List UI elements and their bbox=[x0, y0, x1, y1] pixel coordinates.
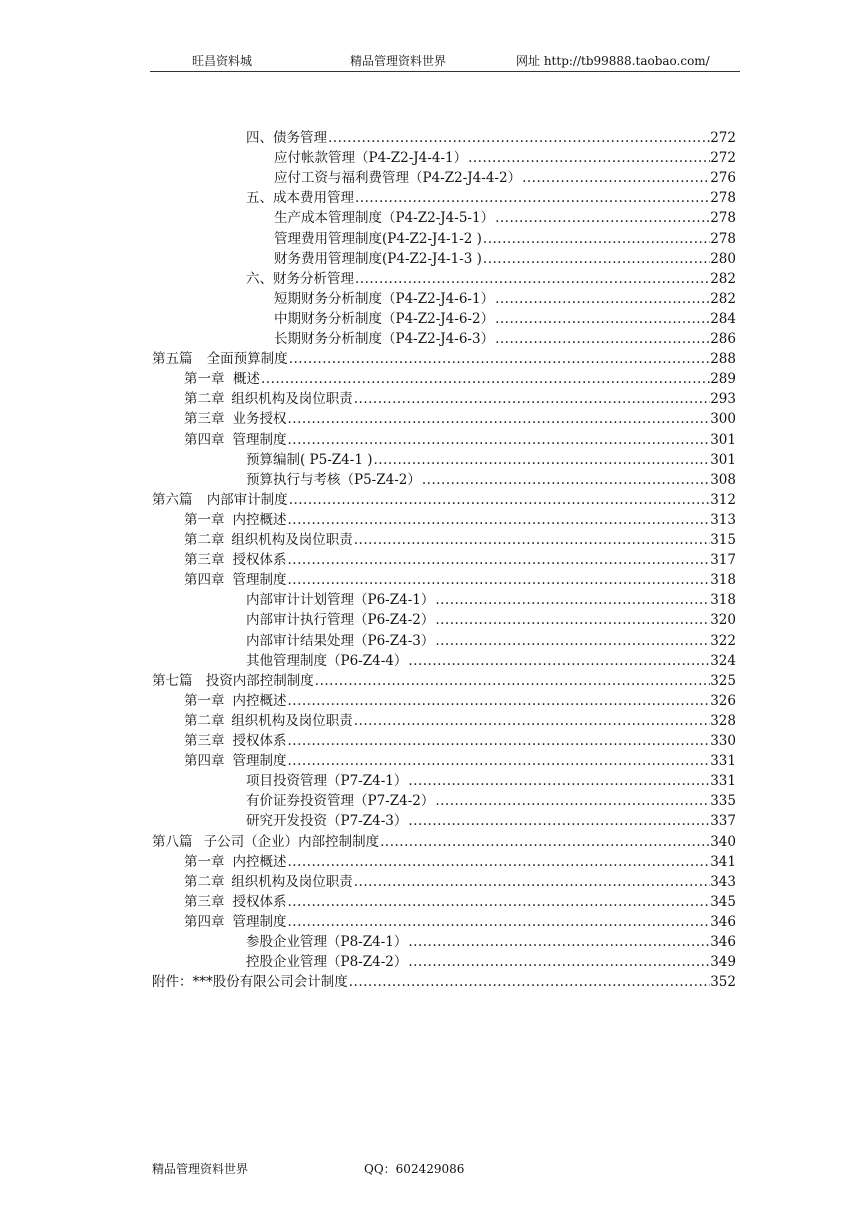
toc-entry-number: 第一章 bbox=[184, 692, 225, 709]
toc-page-number: 320 bbox=[710, 612, 736, 629]
toc-entry-number: 第二章 bbox=[184, 873, 225, 890]
toc-page-number: 325 bbox=[710, 672, 736, 689]
toc-entry-title: 六、财务分析管理 bbox=[246, 270, 354, 287]
toc-entry-title: 生产成本管理制度（P4-Z2-J4-5-1） bbox=[274, 210, 495, 227]
toc-dot-leader bbox=[287, 852, 711, 872]
toc-dot-leader bbox=[494, 329, 710, 349]
toc-page-number: 272 bbox=[710, 130, 736, 146]
toc-entry-number: 第五篇 bbox=[152, 351, 193, 368]
toc-dot-leader bbox=[287, 731, 711, 751]
toc-entry-title: 四、债务管理 bbox=[246, 130, 327, 146]
toc-dot-leader bbox=[434, 590, 710, 610]
toc-page-number: 278 bbox=[710, 190, 736, 207]
toc-entry[interactable] bbox=[0, 470, 868, 490]
toc-entry-title: 管理制度 bbox=[232, 913, 287, 930]
toc-entry[interactable] bbox=[0, 852, 868, 872]
toc-dot-leader bbox=[407, 651, 710, 671]
toc-page-number: 272 bbox=[710, 150, 736, 167]
toc-entry[interactable] bbox=[0, 450, 868, 470]
toc-dot-leader bbox=[467, 148, 710, 168]
toc-page-number: 318 bbox=[710, 572, 736, 589]
toc-entry-number: 第六篇 bbox=[152, 491, 193, 508]
toc-entry[interactable] bbox=[0, 530, 868, 550]
toc-page-number: 313 bbox=[710, 511, 736, 528]
toc-dot-leader bbox=[407, 771, 710, 791]
toc-entry-title: 子公司（企业）内部控制制度 bbox=[203, 833, 380, 850]
toc-dot-leader bbox=[407, 811, 710, 831]
toc-page-number: 328 bbox=[710, 712, 736, 729]
toc-page-number: 322 bbox=[710, 632, 736, 649]
toc-entry[interactable] bbox=[0, 751, 868, 771]
toc-entry[interactable] bbox=[0, 289, 868, 309]
toc-entry[interactable] bbox=[0, 771, 868, 791]
toc-dot-leader bbox=[287, 892, 711, 912]
toc-page-number: 317 bbox=[710, 552, 736, 569]
toc-dot-leader bbox=[354, 269, 710, 289]
toc-dot-leader bbox=[287, 751, 711, 771]
toc-dot-leader bbox=[434, 610, 710, 630]
toc-page-number: 340 bbox=[710, 833, 736, 850]
toc-entry[interactable] bbox=[0, 791, 868, 811]
toc-page-number: 286 bbox=[710, 331, 736, 347]
toc-entry[interactable] bbox=[0, 208, 868, 228]
header-url: 网址 http://tb99888.taobao.com/ bbox=[516, 54, 710, 68]
toc-page-number: 343 bbox=[710, 873, 736, 890]
toc-page-number: 278 bbox=[710, 230, 736, 247]
toc-page-number: 301 bbox=[710, 431, 736, 448]
toc-entry-title: 组织机构及岗位职责 bbox=[231, 532, 353, 548]
toc-entry-title: 管理制度 bbox=[232, 753, 287, 770]
toc-entry-title: 管理制度 bbox=[232, 431, 287, 448]
toc-entry-title: 管理费用管理制度(P4-Z2-J4-1-2 ) bbox=[274, 230, 482, 247]
toc-page-number: 330 bbox=[710, 733, 736, 749]
toc-dot-leader bbox=[287, 570, 711, 590]
toc-entry[interactable] bbox=[0, 188, 868, 208]
toc-entry[interactable] bbox=[0, 711, 868, 731]
toc-entry-title: 项目投资管理（P7-Z4-1） bbox=[246, 773, 408, 790]
toc-entry-number: 第一章 bbox=[184, 371, 225, 388]
toc-dot-leader bbox=[314, 671, 710, 691]
toc-entry-title: 附件：***股份有限公司会计制度 bbox=[152, 974, 348, 991]
toc-page-number: 276 bbox=[710, 170, 736, 187]
toc-entry[interactable] bbox=[0, 832, 868, 852]
toc-entry[interactable] bbox=[0, 731, 868, 751]
toc-entry-number: 第七篇 bbox=[152, 672, 193, 689]
toc-page-number: 289 bbox=[710, 371, 736, 388]
toc-dot-leader bbox=[327, 128, 710, 148]
toc-entry-title: 控股企业管理（P8-Z4-2） bbox=[246, 954, 408, 971]
toc-entry-title: 五、成本费用管理 bbox=[246, 190, 354, 207]
toc-entry-title: 财务费用管理制度(P4-Z2-J4-1-3 ) bbox=[274, 250, 482, 267]
toc-entry-title: 授权体系 bbox=[232, 552, 287, 569]
toc-entry[interactable] bbox=[0, 912, 868, 932]
toc-page-number: 280 bbox=[710, 250, 736, 267]
footer-site-name: 精品管理资料世界 bbox=[152, 1162, 249, 1176]
toc-entry-title: 中期财务分析制度（P4-Z2-J4-6-2） bbox=[274, 310, 495, 327]
toc-dot-leader bbox=[354, 188, 710, 208]
toc-entry[interactable] bbox=[0, 148, 868, 168]
toc-entry-number: 第四章 bbox=[184, 572, 225, 589]
toc-entry[interactable] bbox=[0, 691, 868, 711]
toc-page-number: 346 bbox=[710, 913, 736, 930]
toc-page-number: 308 bbox=[710, 471, 736, 488]
toc-page-number: 341 bbox=[710, 853, 736, 870]
toc-dot-leader bbox=[482, 229, 710, 249]
toc-entry-title: 预算执行与考核（P5-Z4-2） bbox=[246, 471, 421, 488]
toc-entry-title: 内控概述 bbox=[232, 692, 287, 709]
toc-page-number: 300 bbox=[710, 411, 736, 428]
toc-entry-title: 研究开发投资（P7-Z4-3） bbox=[246, 813, 408, 830]
toc-page-number: 278 bbox=[710, 210, 736, 227]
toc-dot-leader bbox=[287, 409, 711, 429]
toc-entry[interactable] bbox=[0, 651, 868, 671]
toc-entry-title: 长期财务分析制度（P4-Z2-J4-6-3） bbox=[274, 331, 495, 347]
toc-page-number: 282 bbox=[710, 270, 736, 287]
toc-entry-title: 业务授权 bbox=[232, 411, 287, 428]
header-divider bbox=[150, 71, 740, 72]
toc-entry-title: 应付工资与福利费管理（P4-Z2-J4-4-2） bbox=[274, 170, 522, 187]
toc-page-number: 345 bbox=[710, 893, 736, 910]
toc-dot-leader bbox=[353, 872, 710, 892]
toc-dot-leader bbox=[494, 309, 710, 329]
toc-page-number: 301 bbox=[710, 451, 736, 468]
toc-entry-title: 内部审计执行管理（P6-Z4-2） bbox=[246, 612, 435, 629]
toc-entry-title: 内控概述 bbox=[232, 511, 287, 528]
toc-dot-leader bbox=[260, 369, 710, 389]
toc-entry-number: 第二章 bbox=[184, 391, 225, 408]
toc-dot-leader bbox=[494, 208, 710, 228]
toc-entry-number: 第四章 bbox=[184, 913, 225, 930]
toc-dot-leader bbox=[287, 510, 711, 530]
toc-entry-title: 参股企业管理（P8-Z4-1） bbox=[246, 934, 408, 950]
toc-entry[interactable] bbox=[0, 249, 868, 269]
toc-entry-number: 第二章 bbox=[184, 712, 225, 729]
toc-dot-leader bbox=[287, 912, 711, 932]
toc-entry[interactable] bbox=[0, 389, 868, 409]
toc-entry-title: 其他管理制度（P6-Z4-4） bbox=[246, 652, 408, 669]
toc-entry-number: 第三章 bbox=[184, 893, 225, 910]
toc-entry[interactable] bbox=[0, 430, 868, 450]
toc-entry[interactable] bbox=[0, 570, 868, 590]
toc-dot-leader bbox=[287, 550, 711, 570]
toc-page-number: 335 bbox=[710, 793, 736, 810]
toc-dot-leader bbox=[434, 631, 710, 651]
toc-entry-title: 内控概述 bbox=[232, 853, 287, 870]
toc-dot-leader bbox=[288, 490, 711, 510]
toc-entry-number: 第一章 bbox=[184, 853, 225, 870]
toc-entry[interactable] bbox=[0, 932, 868, 952]
toc-entry-title: 投资内部控制制度 bbox=[205, 672, 314, 689]
toc-dot-leader bbox=[348, 972, 710, 992]
toc-entry-title: 内部审计制度 bbox=[206, 491, 288, 508]
toc-page-number: 331 bbox=[710, 773, 736, 790]
toc-entry-title: 组织机构及岗位职责 bbox=[231, 712, 353, 729]
toc-entry[interactable] bbox=[0, 952, 868, 972]
page-header bbox=[152, 52, 740, 72]
toc-dot-leader bbox=[407, 952, 710, 972]
toc-entry-number: 第三章 bbox=[184, 733, 225, 749]
toc-entry[interactable] bbox=[0, 550, 868, 570]
toc-entry[interactable] bbox=[0, 309, 868, 329]
toc-entry-title: 预算编制( P5-Z4-1 ) bbox=[246, 451, 373, 468]
toc-dot-leader bbox=[421, 470, 710, 490]
toc-page-number: 293 bbox=[710, 391, 736, 408]
toc-entry-title: 授权体系 bbox=[232, 733, 287, 749]
toc-page-number: 352 bbox=[710, 974, 736, 991]
toc-dot-leader bbox=[353, 389, 710, 409]
toc-entry[interactable] bbox=[0, 590, 868, 610]
toc-page-number: 337 bbox=[710, 813, 736, 830]
toc-dot-leader bbox=[353, 711, 710, 731]
toc-entry-title: 组织机构及岗位职责 bbox=[231, 391, 353, 408]
toc-page-number: 282 bbox=[710, 290, 736, 307]
toc-page-number: 326 bbox=[710, 692, 736, 709]
toc-entry-number: 第四章 bbox=[184, 431, 225, 448]
toc-entry-number: 第四章 bbox=[184, 753, 225, 770]
toc-page-number: 346 bbox=[710, 934, 736, 950]
toc-entry-title: 全面预算制度 bbox=[206, 351, 288, 368]
toc-entry-title: 内部审计计划管理（P6-Z4-1） bbox=[246, 592, 435, 609]
toc-entry-title: 管理制度 bbox=[232, 572, 287, 589]
toc-dot-leader bbox=[494, 289, 710, 309]
toc-entry[interactable] bbox=[0, 229, 868, 249]
toc-entry-number: 第三章 bbox=[184, 411, 225, 428]
toc-entry-number: 第三章 bbox=[184, 552, 225, 569]
toc-entry[interactable] bbox=[0, 892, 868, 912]
toc-entry[interactable] bbox=[0, 872, 868, 892]
toc-entry-title: 组织机构及岗位职责 bbox=[231, 873, 353, 890]
toc-entry-title: 应付帐款管理（P4-Z2-J4-4-1） bbox=[274, 150, 468, 167]
toc-dot-leader bbox=[288, 349, 711, 369]
toc-entry-number: 第一章 bbox=[184, 511, 225, 528]
toc-entry-title: 概述 bbox=[233, 371, 260, 388]
header-slogan: 精品管理资料世界 bbox=[350, 54, 447, 68]
toc-page-number: 288 bbox=[710, 351, 736, 368]
toc-entry-number: 第二章 bbox=[184, 532, 225, 548]
header-site-name: 旺昌资料城 bbox=[192, 54, 253, 68]
toc-entry[interactable] bbox=[0, 671, 868, 691]
toc-entry[interactable] bbox=[0, 369, 868, 389]
toc-entry[interactable] bbox=[0, 972, 868, 992]
toc-entry[interactable] bbox=[0, 409, 868, 429]
toc-entry-title: 短期财务分析制度（P4-Z2-J4-6-1） bbox=[274, 290, 495, 307]
toc-dot-leader bbox=[287, 691, 711, 711]
toc-entry[interactable] bbox=[0, 349, 868, 369]
footer-qq: QQ：602429086 bbox=[364, 1162, 465, 1176]
toc-page-number: 324 bbox=[710, 652, 736, 669]
toc-dot-leader bbox=[379, 832, 710, 852]
toc-entry[interactable] bbox=[0, 631, 868, 651]
toc-entry-title: 授权体系 bbox=[232, 893, 287, 910]
toc-entry[interactable] bbox=[0, 128, 868, 148]
toc-entry[interactable] bbox=[0, 168, 868, 188]
toc-entry[interactable] bbox=[0, 490, 868, 510]
toc-dot-leader bbox=[372, 450, 710, 470]
toc-entry[interactable] bbox=[0, 811, 868, 831]
toc-page-number: 315 bbox=[710, 532, 736, 548]
toc-page-number: 349 bbox=[710, 954, 736, 971]
toc-dot-leader bbox=[407, 932, 710, 952]
toc-entry[interactable] bbox=[0, 510, 868, 530]
toc-dot-leader bbox=[287, 430, 711, 450]
toc-entry-title: 有价证券投资管理（P7-Z4-2） bbox=[246, 793, 435, 810]
toc-page-number: 318 bbox=[710, 592, 736, 609]
toc-entry-title: 内部审计结果处理（P6-Z4-3） bbox=[246, 632, 435, 649]
toc-page-number: 331 bbox=[710, 753, 736, 770]
toc-dot-leader bbox=[434, 791, 710, 811]
toc-entry[interactable] bbox=[0, 269, 868, 289]
toc-page-number: 312 bbox=[710, 491, 736, 508]
toc-entry-number: 第八篇 bbox=[152, 833, 193, 850]
toc-dot-leader bbox=[482, 249, 710, 269]
toc-dot-leader bbox=[353, 530, 710, 550]
toc-entry[interactable] bbox=[0, 329, 868, 349]
toc-page-number: 284 bbox=[710, 310, 736, 327]
toc-dot-leader bbox=[521, 168, 710, 188]
toc-entry[interactable] bbox=[0, 610, 868, 630]
